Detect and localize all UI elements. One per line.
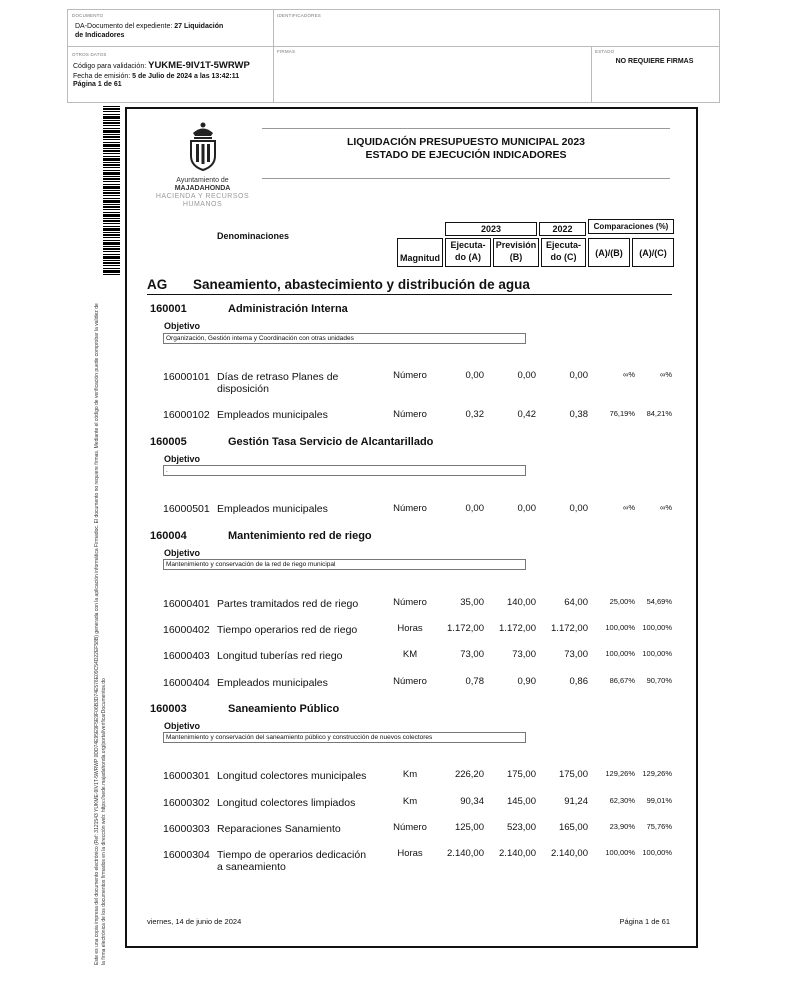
value-b: 175,00 — [506, 769, 536, 780]
indicator-magnitud: Número — [393, 409, 427, 420]
group-name: Saneamiento, abastecimiento y distribución de agua — [193, 277, 530, 292]
identifiers-label: IDENTIFICADORES — [277, 13, 322, 18]
report-subtitle: ESTADO DE EJECUCIÓN INDICADORES — [365, 149, 567, 161]
col-comparaciones: Comparaciones (%) — [588, 219, 674, 234]
coat-of-arms-icon — [183, 120, 223, 172]
indicator-code: 16000402 — [163, 624, 210, 636]
indicator-code: 16000403 — [163, 650, 210, 662]
section-name: Gestión Tasa Servicio de Alcantarillado — [228, 436, 434, 448]
section-code: 160003 — [150, 703, 187, 715]
section-code: 160005 — [150, 436, 187, 448]
indicator-name: Empleados municipales — [217, 409, 328, 421]
value-b: 73,00 — [512, 649, 536, 660]
indicator-magnitud: Número — [393, 503, 427, 514]
pct-ac: 100,00% — [642, 649, 672, 658]
indicator-name: Tiempo de operarios dedicación a saneamiento — [217, 849, 367, 873]
value-b: 523,00 — [506, 822, 536, 833]
pct-ac: 100,00% — [642, 848, 672, 857]
section-name: Saneamiento Público — [228, 703, 340, 715]
col-denominaciones: Denominaciones — [217, 231, 290, 241]
objetivo-box: Mantenimiento y conservación de la red de riego municipal — [163, 559, 526, 570]
indicator-code: 16000404 — [163, 677, 210, 689]
indicator-name: Días de retraso Planes de disposición — [217, 371, 339, 395]
indicator-magnitud: Número — [393, 676, 427, 687]
section-name: Administración Interna — [228, 303, 348, 315]
col-magnitud: Magnitud — [397, 238, 443, 267]
col-ab: (A)/(B) — [588, 238, 630, 267]
pct-ab: 86,67% — [609, 676, 635, 685]
pct-ab: ∞% — [622, 503, 635, 512]
pct-ac: ∞% — [659, 503, 672, 512]
indicator-name: Longitud colectores limpiados — [217, 797, 356, 809]
indicator-name: Reparaciones Sanamiento — [217, 823, 341, 835]
col-year-2023: 2023 — [445, 222, 537, 236]
pct-ab: 62,30% — [609, 796, 635, 805]
indicator-magnitud: KM — [402, 649, 418, 660]
indicator-magnitud: Km — [402, 769, 418, 780]
value-a: 0,78 — [465, 676, 484, 687]
objetivo-box: Mantenimiento y conservación del saneamiento público y construcción de nuevos colectores — [163, 732, 526, 743]
pct-ab: 100,00% — [605, 649, 635, 658]
value-a: 2.140,00 — [447, 848, 484, 859]
value-b: 1.172,00 — [499, 623, 536, 634]
value-c: 2.140,00 — [551, 848, 588, 859]
value-c: 165,00 — [558, 822, 588, 833]
indicator-name: Empleados municipales — [217, 503, 328, 515]
value-b: 0,00 — [517, 503, 536, 514]
indicator-code: 16000501 — [163, 503, 210, 515]
indicator-name: Empleados municipales — [217, 677, 328, 689]
value-c: 0,38 — [569, 409, 588, 420]
title-rule-top — [262, 128, 670, 129]
col-year-2022: 2022 — [539, 222, 586, 236]
indicator-name: Partes tramitados red de riego — [217, 598, 359, 610]
objetivo-box: Organización, Gestión interna y Coordinación con otras unidades — [163, 333, 526, 344]
identifiers-box — [273, 9, 720, 47]
pct-ac: 84,21% — [646, 409, 672, 418]
value-c: 73,00 — [564, 649, 588, 660]
status-value: NO REQUIERE FIRMAS — [615, 58, 694, 65]
objetivo-label: Objetivo — [164, 321, 201, 331]
section-code: 160004 — [150, 530, 187, 542]
group-code: AG — [147, 277, 168, 292]
value-a: 0,00 — [465, 503, 484, 514]
indicator-magnitud: Número — [393, 370, 427, 381]
pct-ac: 99,01% — [646, 796, 672, 805]
document-title: DA-Documento del expediente: 27 Liquidación de Indicadores — [75, 23, 224, 39]
pct-ac: 100,00% — [642, 623, 672, 632]
indicator-code: 16000303 — [163, 823, 210, 835]
status-label: ESTADO — [595, 49, 615, 54]
issue-date: Fecha de emisión: 5 de Julio de 2024 a las 13:42:11 — [73, 73, 240, 80]
group-rule — [147, 294, 672, 295]
section-code: 160001 — [150, 303, 187, 315]
value-b: 140,00 — [506, 597, 536, 608]
value-c: 64,00 — [564, 597, 588, 608]
objetivo-label: Objetivo — [164, 721, 201, 731]
col-ac: (A)/(C) — [632, 238, 674, 267]
report-title: LIQUIDACIÓN PRESUPUESTO MUNICIPAL 2023 — [346, 136, 586, 148]
value-c: 0,00 — [569, 370, 588, 381]
title-rule-bottom — [262, 178, 670, 179]
value-a: 90,34 — [460, 796, 484, 807]
validation-code: Código para validación: YUKME-9IV1T-5WRWP — [73, 60, 250, 71]
indicator-name: Longitud colectores municipales — [217, 770, 367, 782]
indicator-name: Tiempo operarios red de riego — [217, 624, 358, 636]
value-b: 145,00 — [506, 796, 536, 807]
indicator-code: 16000304 — [163, 849, 210, 861]
footer-date: viernes, 14 de junio de 2024 — [147, 917, 242, 926]
objetivo-label: Objetivo — [164, 454, 201, 464]
col-prevision-b: Previsión (B) — [493, 238, 539, 267]
pct-ac: 90,70% — [646, 676, 672, 685]
indicator-code: 16000301 — [163, 770, 210, 782]
value-b: 0,42 — [517, 409, 536, 420]
value-c: 91,24 — [564, 796, 588, 807]
section-name: Mantenimiento red de riego — [228, 530, 372, 542]
indicator-magnitud: Número — [393, 597, 427, 608]
pct-ab: 23,90% — [609, 822, 635, 831]
pct-ab: 100,00% — [605, 848, 635, 857]
verification-side-text: Este es una copia impresa del documento electrónico (Ref: 3121543 YUKME-9IV1T-5WRWP 0DD74E95E9F5E9F06B3D74E576E09C54D22EF58B) generada con la aplicación informática Firmadoc. El documento no requiere firmas. Mediante el código de verificación puede comprobar la validez de la firma electrónica de los documentos firmados en la dirección web: https://sede.majadahonda.org/portal/verificarDocumentos.do — [94, 303, 107, 965]
objetivo-box: . — [163, 465, 526, 476]
value-a: 0,00 — [465, 370, 484, 381]
pct-ab: ∞% — [622, 370, 635, 379]
pct-ab: 76,19% — [609, 409, 635, 418]
document-label: DOCUMENTO — [72, 13, 104, 18]
value-c: 1.172,00 — [551, 623, 588, 634]
indicator-code: 16000302 — [163, 797, 210, 809]
signatures-label: FIRMAS — [277, 49, 296, 54]
indicator-magnitud: Km — [402, 796, 418, 807]
objetivo-label: Objetivo — [164, 548, 201, 558]
barcode — [103, 106, 120, 275]
value-a: 0,32 — [465, 409, 484, 420]
municipal-logo: Ayuntamiento de MAJADAHONDA HACIENDA Y RECURSOS HUMANOS — [145, 120, 260, 215]
indicator-magnitud: Número — [393, 822, 427, 833]
pct-ac: 129,26% — [642, 769, 672, 778]
indicator-code: 16000102 — [163, 409, 210, 421]
value-a: 125,00 — [454, 822, 484, 833]
value-a: 35,00 — [460, 597, 484, 608]
pct-ab: 100,00% — [605, 623, 635, 632]
footer-page: Página 1 de 61 — [619, 917, 670, 926]
indicator-magnitud: Horas — [397, 623, 423, 634]
indicator-magnitud: Horas — [397, 848, 423, 859]
indicator-code: 16000401 — [163, 598, 210, 610]
value-a: 1.172,00 — [447, 623, 484, 634]
indicator-name: Longitud tuberías red riego — [217, 650, 343, 662]
value-b: 0,00 — [517, 370, 536, 381]
pct-ac: 54,69% — [646, 597, 672, 606]
pct-ac: 75,76% — [646, 822, 672, 831]
value-c: 0,00 — [569, 503, 588, 514]
value-c: 175,00 — [558, 769, 588, 780]
value-b: 2.140,00 — [499, 848, 536, 859]
pct-ab: 25,00% — [609, 597, 635, 606]
col-ejecutado-a: Ejecuta- do (A) — [445, 238, 491, 267]
other-data-label: OTROS DATOS — [72, 52, 107, 57]
indicator-code: 16000101 — [163, 371, 210, 383]
status-box — [591, 46, 720, 103]
pct-ac: ∞% — [659, 370, 672, 379]
signatures-box — [273, 46, 592, 103]
col-ejecutado-c: Ejecuta- do (C) — [541, 238, 586, 267]
pct-ab: 129,26% — [605, 769, 635, 778]
page-count: Página 1 de 61 — [73, 81, 122, 88]
value-c: 0,86 — [569, 676, 588, 687]
value-b: 0,90 — [517, 676, 536, 687]
value-a: 73,00 — [460, 649, 484, 660]
value-a: 226,20 — [454, 769, 484, 780]
